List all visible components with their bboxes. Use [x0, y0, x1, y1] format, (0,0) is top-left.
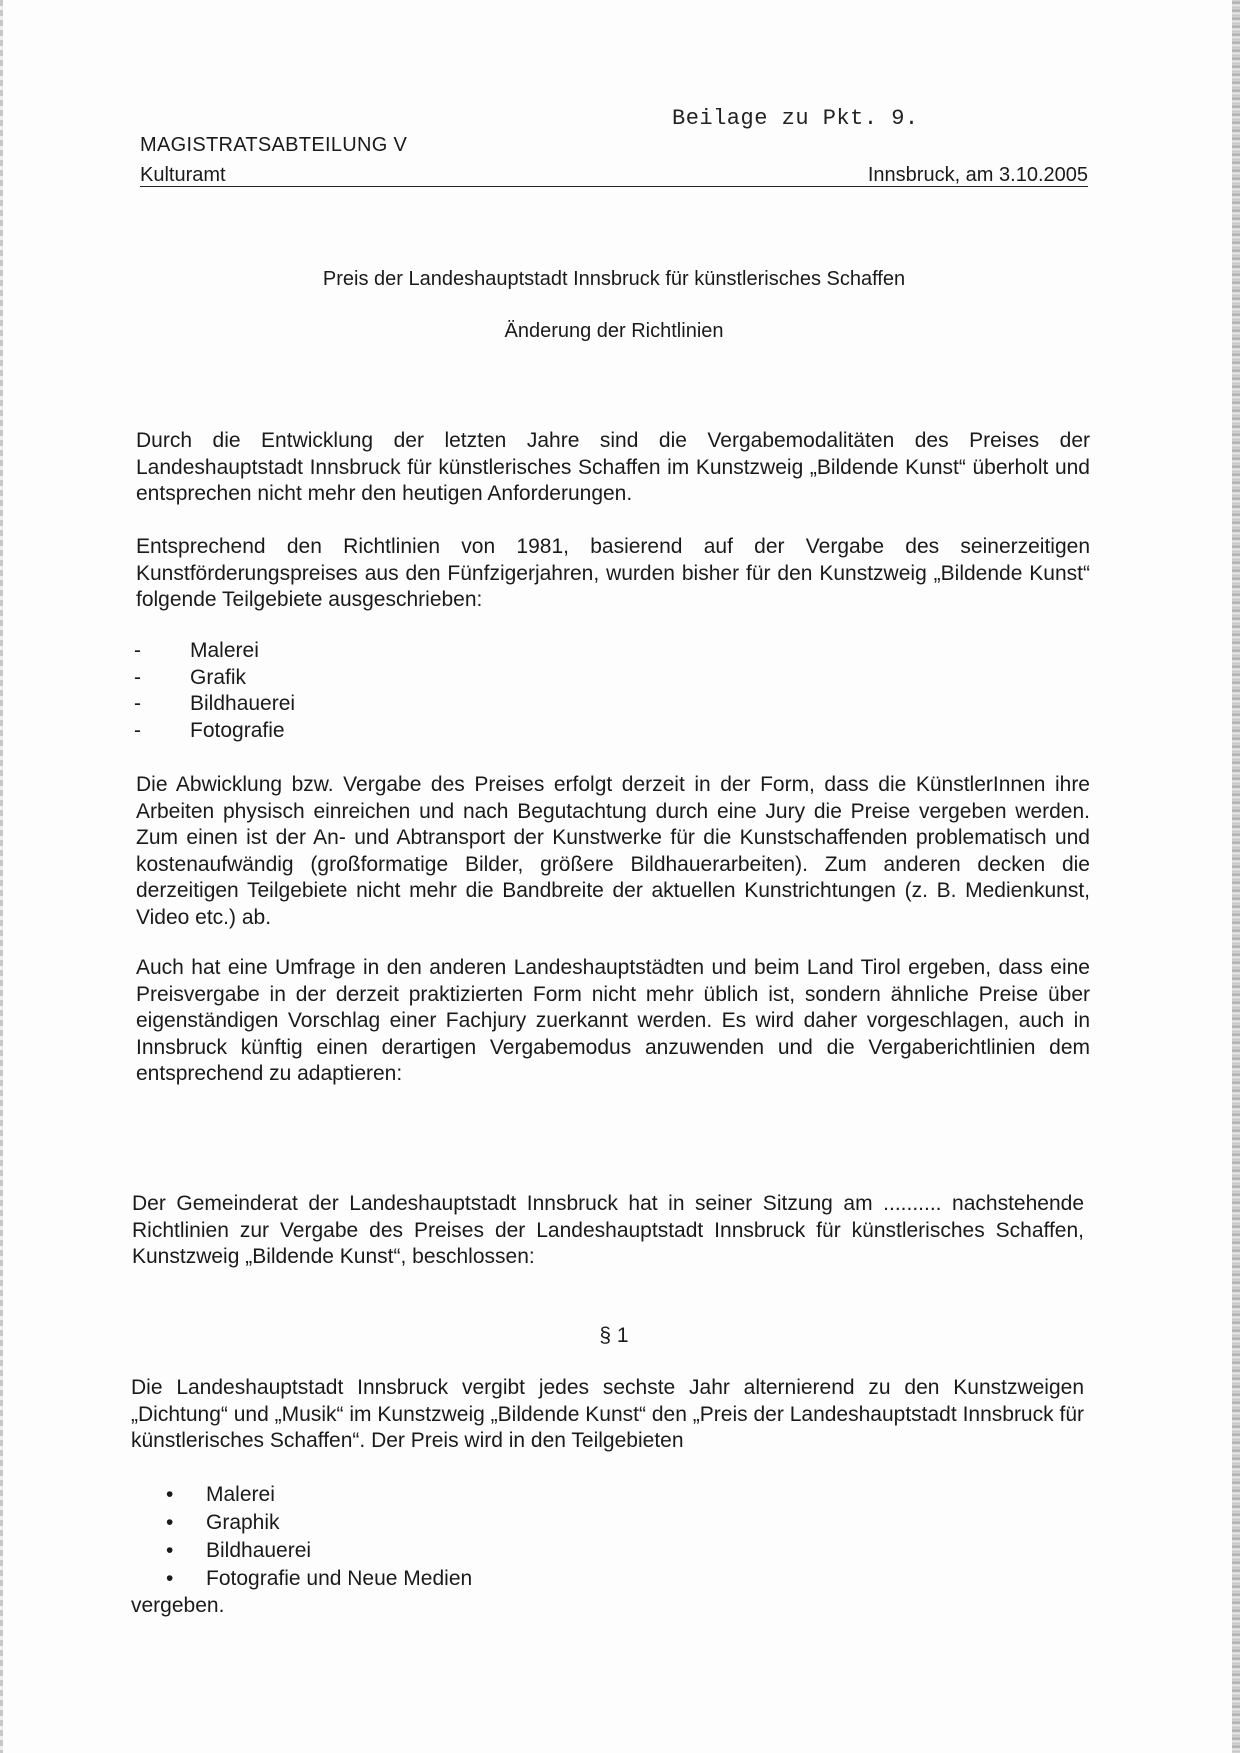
paragraph-history: Entsprechend den Richtlinien von 1981, basierend auf der Vergabe des seinerzeitigen Kunstförderungspreises aus den Fünfzigerjahren, wurden bisher für den Kunstzweig „Bildende Kunst“ folgende Teilgebiete ausgeschrieben:	[136, 535, 1090, 611]
list-item	[166, 1509, 472, 1537]
header-rule	[140, 164, 1088, 187]
list-item	[166, 1481, 472, 1509]
list-item-label: Fotografie und Neue Medien	[206, 1567, 473, 1590]
dash-marker: -	[134, 718, 141, 742]
closing-text: vergeben.	[131, 1594, 225, 1617]
list-item	[134, 718, 295, 745]
list-item-label: Bildhauerei	[190, 692, 296, 715]
list-item	[166, 1537, 472, 1565]
paragraph-section-1: Die Landeshauptstadt Innsbruck vergibt jedes sechste Jahr alternierend zu den Kunstzweigen „Dichtung“ und „Musik“ im Kunstzweig „Bildende Kunst“ den „Preis der Landeshauptstadt Innsbruck für künstlerisches Schaffen“. Der Preis wird in den Teilgebieten	[131, 1376, 1084, 1452]
paragraph-current-process: Die Abwicklung bzw. Vergabe des Preises erfolgt derzeit in der Form, dass die KünstlerInnen ihre Arbeiten physisch einreichen und nach Begutachtung durch eine Jury die Preise vergeben werden. Zum einen ist der An- und Abtransport der Kunstwerke für die Kunstschaffenden problematisch und kostenaufwändig (großformatige Bilder, größere Bildhauerarbeiten). Zum anderen decken die derzeitigen Teilgebiete nicht mehr die Bandbreite der aktuellen Kunstrichtungen (z. B. Medienkunst, Video etc.) ab.	[136, 773, 1090, 929]
bullet-marker: •	[166, 1511, 174, 1534]
scan-edge-right	[1232, 0, 1240, 1753]
list-item	[134, 665, 295, 692]
list-item	[134, 638, 295, 665]
new-categories-list	[166, 1481, 472, 1593]
old-categories-list	[134, 638, 295, 744]
list-item-label: Grafik	[190, 665, 247, 689]
paragraph-intro: Durch die Entwicklung der letzten Jahre sind die Vergabemodalitäten des Preises der Landeshauptstadt Innsbruck für künstlerisches Schaffen im Kunstzweig „Bildende Kunst“ überholt und entsprechen nicht mehr den heutigen Anforderungen.	[136, 429, 1090, 505]
paragraph-survey: Auch hat eine Umfrage in den anderen Landeshauptstädten und beim Land Tirol ergeben, dass eine Preisvergabe in der derzeit praktizierten Form nicht mehr üblich ist, sondern ähnliche Preise über eigenständigen Vorschlag einer Fachjury zuerkannt werden. Es wird daher vorgeschlagen, auch in Innsbruck künftig einen derartigen Vergabemodus anzuwenden und die Vergaberichtlinien dem entsprechend zu adaptieren:	[136, 956, 1090, 1085]
list-item	[134, 691, 295, 718]
bullet-marker: •	[166, 1567, 174, 1590]
dash-marker: -	[134, 692, 141, 715]
attachment-stamp: Beilage zu Pkt. 9.	[672, 106, 919, 131]
dash-marker: -	[134, 665, 141, 689]
dash-marker: -	[134, 639, 141, 662]
department-name: MAGISTRATSABTEILUNG V	[140, 134, 408, 156]
scan-edge-left	[0, 0, 3, 1753]
list-item-label: Fotografie	[190, 718, 285, 742]
document-subtitle: Änderung der Richtlinien	[504, 320, 724, 342]
office-name: Kulturamt	[140, 164, 226, 186]
section-heading: § 1	[599, 1324, 629, 1347]
list-item-label: Bildhauerei	[206, 1539, 312, 1562]
document-title: Preis der Landeshauptstadt Innsbruck für künstlerisches Schaffen	[322, 268, 906, 290]
paragraph-resolution: Der Gemeinderat der Landeshauptstadt Innsbruck hat in seiner Sitzung am .......... nachstehende Richtlinien zur Vergabe des Preises der Landeshauptstadt Innsbruck für künstlerisches Schaffen, Kunstzweig „Bildende Kunst“, beschlossen:	[132, 1192, 1084, 1268]
place-date: Innsbruck, am 3.10.2005	[867, 164, 1088, 186]
bullet-marker: •	[166, 1539, 174, 1562]
list-item-label: Malerei	[206, 1483, 275, 1506]
list-item-label: Malerei	[190, 639, 259, 662]
list-item	[166, 1565, 472, 1593]
list-item-label: Graphik	[206, 1511, 280, 1534]
bullet-marker: •	[166, 1483, 174, 1506]
